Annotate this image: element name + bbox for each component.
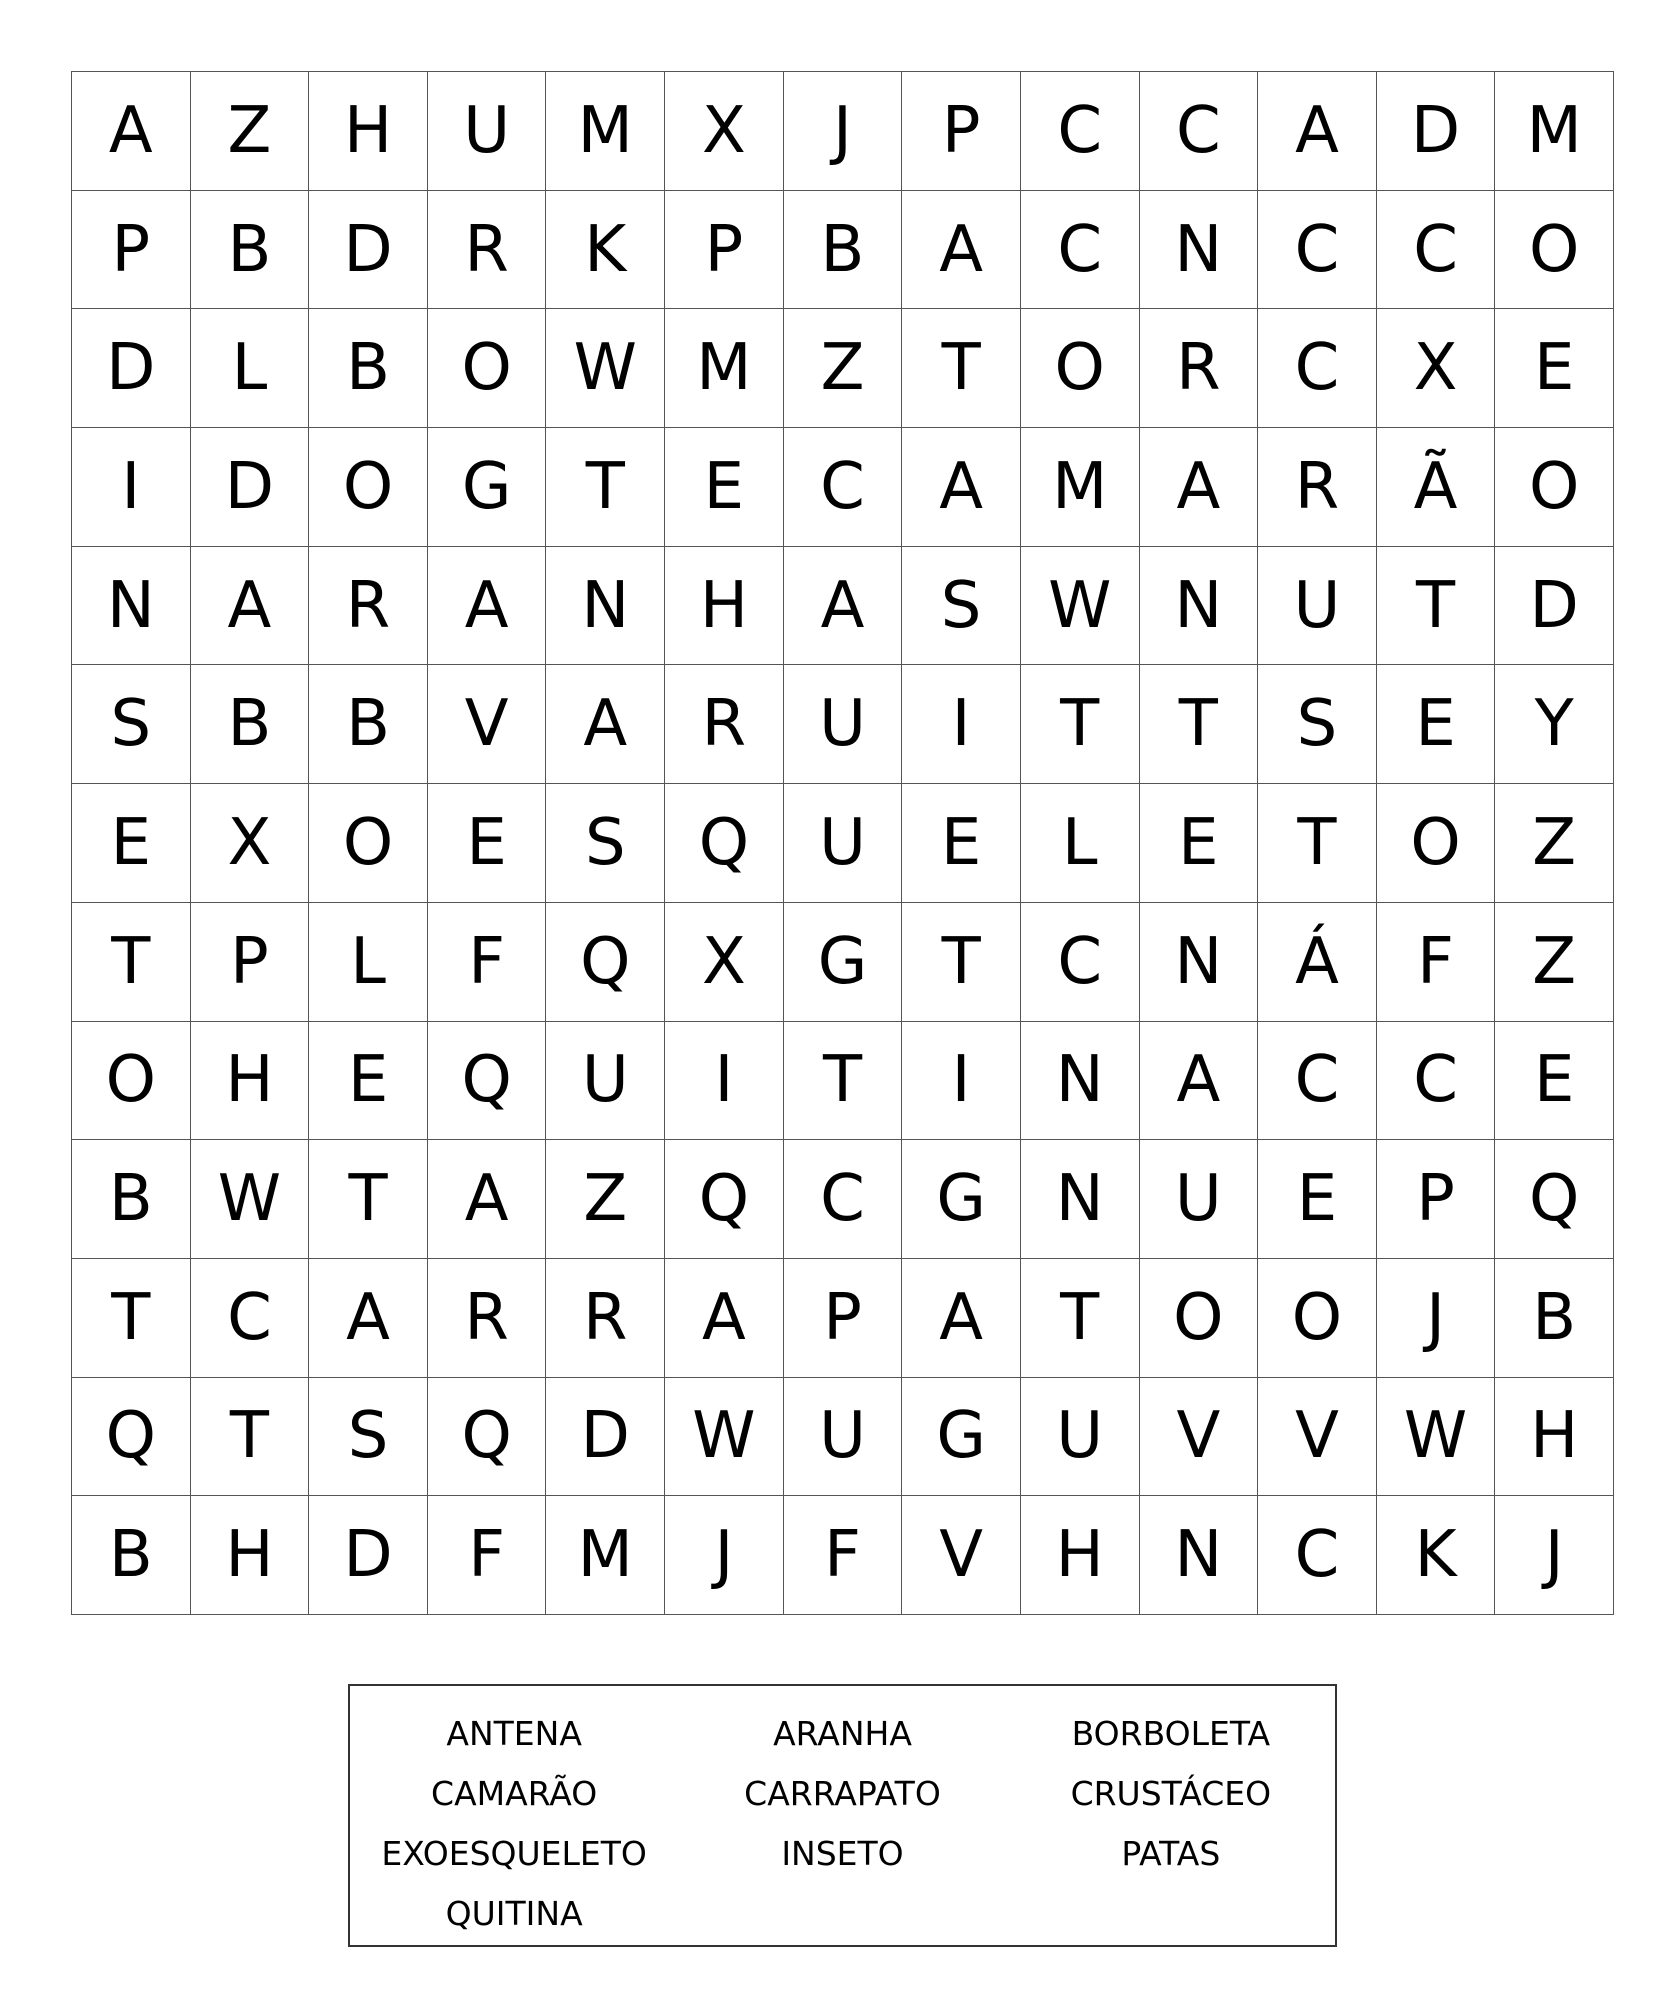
grid-cell[interactable]: M [665, 309, 784, 428]
grid-cell[interactable]: C [1258, 1022, 1377, 1141]
grid-cell[interactable]: S [546, 784, 665, 903]
grid-cell[interactable]: T [902, 903, 1021, 1022]
grid-cell[interactable]: D [1495, 547, 1614, 666]
grid-cell[interactable]: O [428, 309, 547, 428]
grid-cell[interactable]: N [1140, 1496, 1259, 1615]
grid-cell[interactable]: B [309, 309, 428, 428]
word-list-item: QUITINA [445, 1894, 583, 1933]
grid-cell[interactable]: V [1258, 1378, 1377, 1497]
grid-cell[interactable]: L [1021, 784, 1140, 903]
grid-cell[interactable]: T [902, 309, 1021, 428]
word-list-item: CRUSTÁCEO [1070, 1774, 1272, 1813]
grid-cell[interactable]: P [902, 72, 1021, 191]
word-bank [348, 1684, 1337, 1947]
grid-cell[interactable]: Z [191, 72, 310, 191]
grid-cell[interactable]: D [72, 309, 191, 428]
grid-cell[interactable]: E [665, 428, 784, 547]
grid-cell[interactable]: U [784, 665, 903, 784]
grid-cell[interactable]: E [902, 784, 1021, 903]
word-list-item: PATAS [1121, 1834, 1221, 1873]
grid-cell[interactable]: X [1377, 309, 1496, 428]
grid-cell[interactable]: A [784, 547, 903, 666]
grid-cell[interactable]: B [191, 665, 310, 784]
grid-cell[interactable]: I [72, 428, 191, 547]
grid-cell[interactable]: S [309, 1378, 428, 1497]
grid-cell[interactable]: V [1140, 1378, 1259, 1497]
grid-cell[interactable]: E [72, 784, 191, 903]
grid-cell[interactable]: S [72, 665, 191, 784]
grid-cell[interactable]: C [1021, 903, 1140, 1022]
grid-cell[interactable]: G [902, 1140, 1021, 1259]
grid-cell[interactable]: U [1258, 547, 1377, 666]
grid-cell[interactable]: L [191, 309, 310, 428]
grid-cell[interactable]: A [902, 1259, 1021, 1378]
grid-cell[interactable]: V [428, 665, 547, 784]
grid-cell[interactable]: Q [428, 1378, 547, 1497]
grid-cell[interactable]: Q [665, 1140, 784, 1259]
grid-cell[interactable]: T [784, 1022, 903, 1141]
grid-cell[interactable]: R [665, 665, 784, 784]
grid-cell[interactable]: C [191, 1259, 310, 1378]
word-list-item: INSETO [781, 1834, 904, 1873]
grid-cell[interactable]: E [309, 1022, 428, 1141]
grid-cell[interactable]: I [902, 1022, 1021, 1141]
grid-cell[interactable]: N [1140, 903, 1259, 1022]
grid-cell[interactable]: A [902, 428, 1021, 547]
grid-cell[interactable]: S [902, 547, 1021, 666]
grid-cell[interactable]: T [1140, 665, 1259, 784]
grid-cell[interactable]: H [191, 1496, 310, 1615]
grid-cell[interactable]: U [784, 784, 903, 903]
grid-cell[interactable]: D [309, 191, 428, 310]
grid-cell[interactable]: N [1021, 1140, 1140, 1259]
grid-cell[interactable]: T [72, 1259, 191, 1378]
grid-cell[interactable]: C [1021, 72, 1140, 191]
grid-cell[interactable]: C [784, 1140, 903, 1259]
grid-cell[interactable]: C [1377, 191, 1496, 310]
grid-cell[interactable]: N [1021, 1022, 1140, 1141]
grid-cell[interactable]: D [309, 1496, 428, 1615]
grid-cell[interactable]: O [309, 428, 428, 547]
grid-cell[interactable]: R [546, 1259, 665, 1378]
grid-cell[interactable]: B [72, 1140, 191, 1259]
grid-cell[interactable]: O [1495, 191, 1614, 310]
grid-cell[interactable]: P [1377, 1140, 1496, 1259]
grid-cell[interactable]: C [1021, 191, 1140, 310]
grid-cell[interactable]: C [1258, 309, 1377, 428]
grid-cell[interactable]: T [1021, 1259, 1140, 1378]
grid-cell[interactable]: J [1495, 1496, 1614, 1615]
grid-cell[interactable]: K [1377, 1496, 1496, 1615]
grid-cell[interactable]: R [428, 1259, 547, 1378]
grid-cell[interactable]: U [1140, 1140, 1259, 1259]
grid-cell[interactable]: A [546, 665, 665, 784]
grid-cell[interactable]: X [665, 903, 784, 1022]
grid-cell[interactable]: A [428, 1140, 547, 1259]
grid-cell[interactable]: T [309, 1140, 428, 1259]
grid-cell[interactable]: P [191, 903, 310, 1022]
grid-cell[interactable]: T [72, 903, 191, 1022]
grid-cell[interactable]: C [784, 428, 903, 547]
grid-cell[interactable]: D [191, 428, 310, 547]
grid-cell[interactable]: V [902, 1496, 1021, 1615]
grid-cell[interactable]: W [191, 1140, 310, 1259]
grid-cell[interactable]: T [546, 428, 665, 547]
grid-cell[interactable]: Q [428, 1022, 547, 1141]
grid-cell[interactable]: O [1258, 1259, 1377, 1378]
grid-cell[interactable]: P [665, 191, 784, 310]
grid-cell[interactable]: T [1021, 665, 1140, 784]
grid-cell[interactable]: W [665, 1378, 784, 1497]
grid-cell[interactable]: Q [72, 1378, 191, 1497]
grid-cell[interactable]: M [546, 1496, 665, 1615]
grid-cell[interactable]: D [1377, 72, 1496, 191]
grid-cell[interactable]: Z [784, 309, 903, 428]
grid-cell[interactable]: W [1021, 547, 1140, 666]
word-search-grid [71, 71, 1614, 1615]
grid-cell[interactable]: T [1258, 784, 1377, 903]
word-list-item: ANTENA [446, 1714, 582, 1753]
grid-cell[interactable]: O [1495, 428, 1614, 547]
grid-cell[interactable]: E [1495, 309, 1614, 428]
grid-cell[interactable]: O [309, 784, 428, 903]
grid-cell[interactable]: A [1140, 428, 1259, 547]
grid-cell[interactable]: R [309, 547, 428, 666]
grid-cell[interactable]: N [546, 547, 665, 666]
grid-cell[interactable]: L [309, 903, 428, 1022]
grid-cell[interactable]: O [1377, 784, 1496, 903]
grid-cell[interactable]: S [1258, 665, 1377, 784]
grid-cell[interactable]: B [784, 191, 903, 310]
grid-cell[interactable]: B [309, 665, 428, 784]
grid-cell[interactable]: A [1140, 1022, 1259, 1141]
grid-cell[interactable]: W [1377, 1378, 1496, 1497]
grid-cell[interactable]: C [1377, 1022, 1496, 1141]
grid-cell[interactable]: A [1258, 72, 1377, 191]
grid-cell[interactable]: G [902, 1378, 1021, 1497]
grid-cell[interactable]: A [665, 1259, 784, 1378]
grid-cell[interactable]: P [72, 191, 191, 310]
word-list-item: CARRAPATO [744, 1774, 941, 1813]
grid-cell[interactable]: A [309, 1259, 428, 1378]
grid-cell[interactable]: Z [1495, 903, 1614, 1022]
grid-cell[interactable]: R [428, 191, 547, 310]
grid-cell[interactable]: Á [1258, 903, 1377, 1022]
grid-cell[interactable]: P [784, 1259, 903, 1378]
grid-cell[interactable]: G [784, 903, 903, 1022]
grid-cell[interactable]: X [665, 72, 784, 191]
grid-cell[interactable]: E [428, 784, 547, 903]
word-list-item: CAMARÃO [431, 1774, 598, 1813]
grid-cell[interactable]: C [1258, 191, 1377, 310]
grid-cell[interactable]: G [428, 428, 547, 547]
grid-cell[interactable]: B [1495, 1259, 1614, 1378]
grid-cell[interactable]: Q [546, 903, 665, 1022]
grid-cell[interactable]: Q [665, 784, 784, 903]
word-list-item: EXOESQUELETO [381, 1834, 647, 1873]
grid-cell[interactable]: Z [1495, 784, 1614, 903]
grid-cell[interactable]: O [1140, 1259, 1259, 1378]
grid-cell[interactable]: H [665, 547, 784, 666]
grid-cell[interactable]: U [1021, 1378, 1140, 1497]
grid-cell[interactable]: H [1021, 1496, 1140, 1615]
grid-cell[interactable]: M [1495, 72, 1614, 191]
grid-cell[interactable]: H [191, 1022, 310, 1141]
grid-cell[interactable]: Z [546, 1140, 665, 1259]
grid-cell[interactable]: I [665, 1022, 784, 1141]
grid-cell[interactable]: U [546, 1022, 665, 1141]
grid-cell[interactable]: A [191, 547, 310, 666]
grid-cell[interactable]: J [784, 72, 903, 191]
grid-cell[interactable]: F [428, 903, 547, 1022]
grid-cell[interactable]: U [428, 72, 547, 191]
grid-cell[interactable]: A [428, 547, 547, 666]
grid-cell[interactable]: D [546, 1378, 665, 1497]
word-list-item: BORBOLETA [1071, 1714, 1271, 1753]
grid-cell[interactable]: F [784, 1496, 903, 1615]
grid-cell[interactable]: O [1021, 309, 1140, 428]
grid-cell[interactable]: N [72, 547, 191, 666]
grid-cell[interactable]: C [1140, 72, 1259, 191]
grid-cell[interactable]: E [1258, 1140, 1377, 1259]
grid-cell[interactable]: E [1140, 784, 1259, 903]
grid-cell[interactable]: N [1140, 547, 1259, 666]
grid-cell[interactable]: F [1377, 903, 1496, 1022]
grid-cell[interactable]: W [546, 309, 665, 428]
grid-cell[interactable]: E [1377, 665, 1496, 784]
grid-cell[interactable]: Q [1495, 1140, 1614, 1259]
grid-cell[interactable]: U [784, 1378, 903, 1497]
grid-cell[interactable]: M [546, 72, 665, 191]
grid-cell[interactable]: R [1140, 309, 1259, 428]
grid-cell[interactable]: T [1377, 547, 1496, 666]
grid-cell[interactable]: Ã [1377, 428, 1496, 547]
grid-cell[interactable]: O [72, 1022, 191, 1141]
grid-cell[interactable]: T [191, 1378, 310, 1497]
grid-cell[interactable]: C [1258, 1496, 1377, 1615]
grid-cell[interactable]: Y [1495, 665, 1614, 784]
grid-cell[interactable]: A [902, 191, 1021, 310]
grid-cell[interactable]: J [1377, 1259, 1496, 1378]
grid-cell[interactable]: R [1258, 428, 1377, 547]
grid-cell[interactable]: B [191, 191, 310, 310]
grid-cell[interactable]: A [72, 72, 191, 191]
grid-cell[interactable]: X [191, 784, 310, 903]
grid-cell[interactable]: M [1021, 428, 1140, 547]
word-list-item: ARANHA [773, 1714, 912, 1753]
grid-cell[interactable]: F [428, 1496, 547, 1615]
grid-cell[interactable]: N [1140, 191, 1259, 310]
grid-cell[interactable]: B [72, 1496, 191, 1615]
grid-cell[interactable]: H [309, 72, 428, 191]
grid-cell[interactable]: J [665, 1496, 784, 1615]
grid-cell[interactable]: I [902, 665, 1021, 784]
grid-cell[interactable]: K [546, 191, 665, 310]
grid-cell[interactable]: H [1495, 1378, 1614, 1497]
grid-cell[interactable]: E [1495, 1022, 1614, 1141]
